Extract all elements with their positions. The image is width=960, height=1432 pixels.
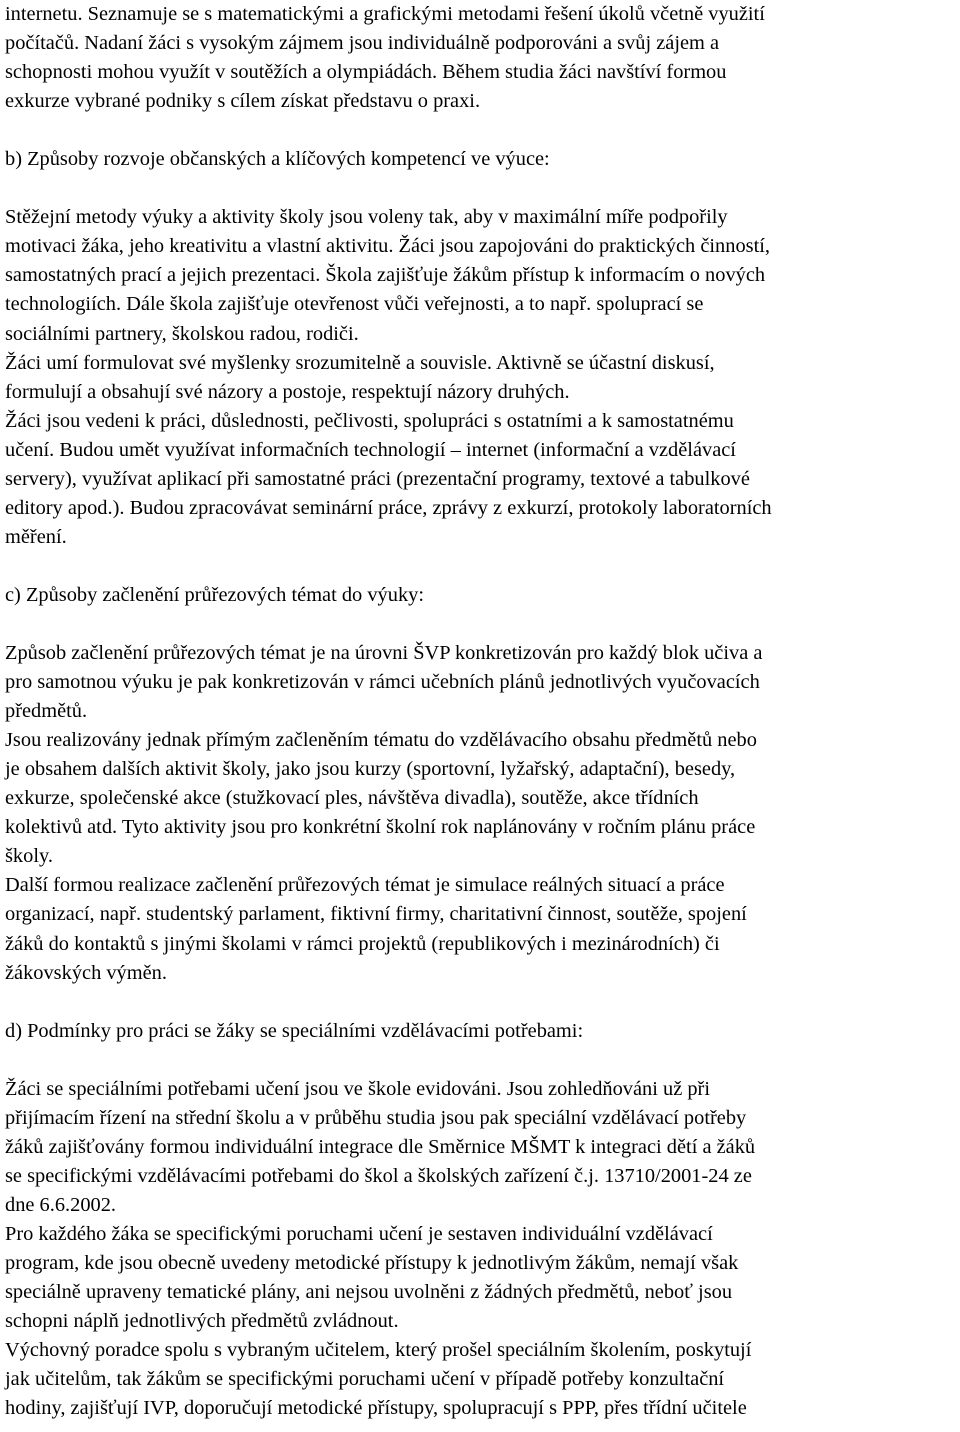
- text-line: Žáci jsou vedeni k práci, důslednosti, pečlivosti, spolupráci s ostatními a k samostatnému: [5, 409, 734, 432]
- section-heading: b) Způsoby rozvoje občanských a klíčových kompetencí ve výuce:: [5, 148, 550, 171]
- spacer: [5, 610, 953, 639]
- text-line: pro samotnou výuku je pak konkretizován v rámci učebních plánů jednotlivých vyučovacích: [5, 671, 760, 694]
- text-line: Způsob začlenění průřezových témat je na úrovni ŠVP konkretizován pro každý blok učiva a: [5, 642, 763, 665]
- text-line: schopni náplň jednotlivých předmětů zvládnout.: [5, 1310, 399, 1333]
- text-line: exkurze vybrané podniky s cílem získat představu o praxi.: [5, 90, 481, 113]
- text-line: žáků do kontaktů s jinými školami v rámci projektů (republikových i mezinárodních) či: [5, 932, 720, 955]
- text-line: je obsahem dalších aktivit školy, jako jsou kurzy (sportovní, lyžařský, adaptační), besedy,: [5, 758, 736, 781]
- text-line: učení. Budou umět využívat informačních technologií – internet (informační a vzdělávací: [5, 438, 736, 461]
- text-line: Žáci umí formulovat své myšlenky srozumitelně a souvisle. Aktivně se účastní diskusí,: [5, 351, 715, 374]
- spacer: [5, 174, 953, 203]
- text-line: servery), využívat aplikací při samostatné práci (prezentační programy, textové a tabulkové: [5, 467, 750, 490]
- text-line: měření.: [5, 525, 67, 548]
- text-line: Pro každého žáka se specifickými poruchami učení je sestaven individuální vzdělávací: [5, 1222, 713, 1245]
- section-d: [5, 1017, 953, 1424]
- text-line: sociálními partnery, školskou radou, rodiči.: [5, 322, 359, 345]
- text-line: žákovských výměn.: [5, 961, 167, 984]
- spacer: [5, 552, 953, 581]
- text-line: technologiích. Dále škola zajišťuje otevřenost vůči veřejnosti, a to např. spoluprací se: [5, 293, 704, 316]
- text-line: organizací, např. studentský parlament, fiktivní firmy, charitativní činnost, soutěže, spojení: [5, 903, 747, 926]
- text-line: editory apod.). Budou zpracovávat seminární práce, zprávy z exkurzí, protokoly laboratorních: [5, 496, 772, 519]
- text-line: internetu. Seznamuje se s matematickými a grafickými metodami řešení úkolů včetně využití: [5, 3, 765, 25]
- text-line: exkurze, společenské akce (stužkovací ples, návštěva divadla), soutěže, akce třídních: [5, 787, 699, 810]
- text-line: Jsou realizovány jednak přímým začleněním tématu do vzdělávacího obsahu předmětů nebo: [5, 729, 757, 752]
- text-line: Výchovný poradce spolu s vybraným učitelem, který prošel speciálním školením, poskytují: [5, 1339, 752, 1362]
- spacer: [5, 116, 953, 145]
- text-line: hodiny, zajišťují IVP, doporučují metodické přístupy, spolupracují s PPP, přes třídní učitele: [5, 1397, 747, 1420]
- text-line: motivaci žáka, jeho kreativitu a vlastní aktivitu. Žáci jsou zapojováni do praktických činností,: [5, 235, 770, 258]
- text-line: kolektivů atd. Tyto aktivity jsou pro konkrétní školní rok naplánovány v ročním plánu práce: [5, 816, 756, 839]
- text-line: Žáci se speciálními potřebami učení jsou ve škole evidováni. Jsou zohledňováni už při: [5, 1077, 710, 1100]
- text-line: dne 6.6.2002.: [5, 1193, 117, 1216]
- text-line: počítačů. Nadaní žáci s vysokým zájmem jsou individuálně podporováni a svůj zájem a: [5, 32, 720, 55]
- document-page: [5, 0, 953, 1423]
- text-line: program, kde jsou obecně uvedeny metodické přístupy k jednotlivým žákům, nemají však: [5, 1252, 739, 1275]
- section-heading: d) Podmínky pro práci se žáky se speciálními vzdělávacími potřebami:: [5, 1019, 584, 1042]
- text-line: formulují a obsahují své názory a postoje, respektují názory druhých.: [5, 380, 570, 403]
- intro-paragraph: [5, 0, 953, 116]
- text-line: předmětů.: [5, 700, 88, 723]
- text-line: přijímacím řízení na střední školu a v průběhu studia jsou pak speciální vzdělávací potřeby: [5, 1106, 747, 1129]
- text-line: samostatných prací a jejich prezentaci. Škola zajišťuje žákům přístup k informacím o nových: [5, 264, 766, 287]
- section-c: [5, 581, 953, 988]
- section-b: [5, 145, 953, 552]
- text-line: speciálně upraveny tematické plány, ani nejsou uvolněni z žádných předmětů, neboť jsou: [5, 1281, 733, 1304]
- text-line: žáků zajišťovány formou individuální integrace dle Směrnice MŠMT k integraci dětí a žáků: [5, 1135, 756, 1158]
- text-line: schopnosti mohou využít v soutěžích a olympiádách. Během studia žáci navštíví formou: [5, 61, 727, 84]
- text-line: se specifickými vzdělávacími potřebami do škol a školských zařízení č.j. 13710/2001-24 ze: [5, 1164, 752, 1187]
- text-line: školy.: [5, 845, 53, 868]
- spacer: [5, 988, 953, 1017]
- section-heading: c) Způsoby začlenění průřezových témat do výuky:: [5, 583, 424, 606]
- text-line: jak učitelům, tak žákům se specifickými poruchami učení v případě potřeby konzultační: [5, 1368, 725, 1391]
- text-line: Další formou realizace začlenění průřezových témat je simulace reálných situací a práce: [5, 874, 725, 897]
- text-line: Stěžejní metody výuky a aktivity školy jsou voleny tak, aby v maximální míře podpořily: [5, 206, 728, 229]
- spacer: [5, 1046, 953, 1075]
